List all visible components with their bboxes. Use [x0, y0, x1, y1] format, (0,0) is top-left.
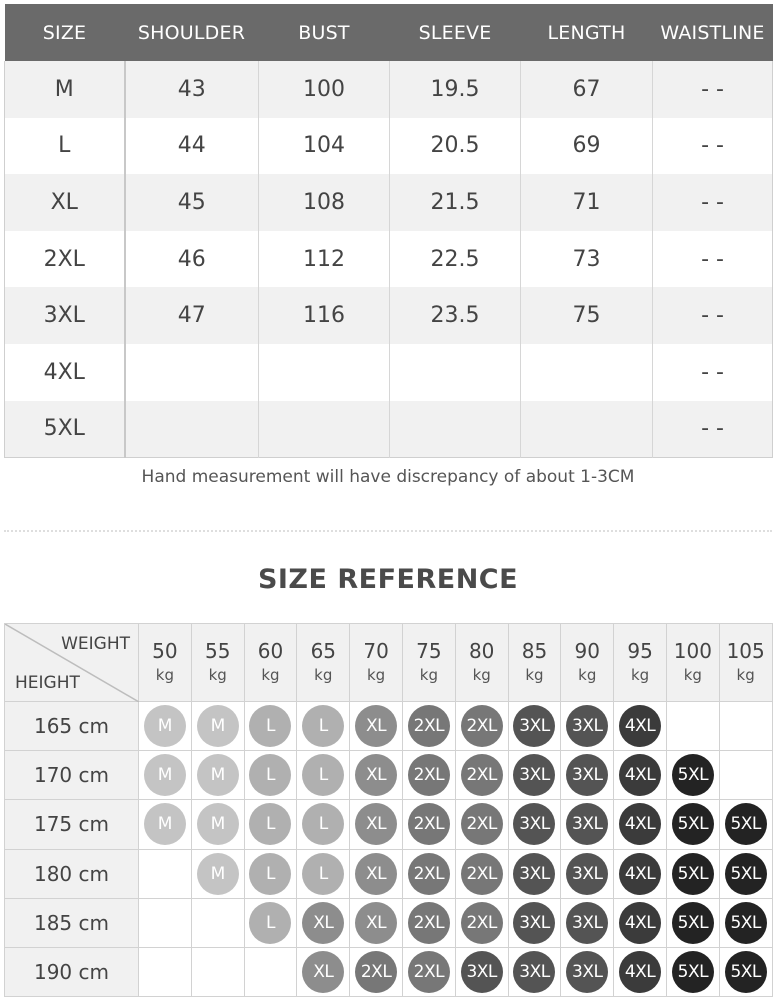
- size-badge: 5XL: [725, 803, 767, 845]
- measurement-cell: 22.5: [390, 231, 521, 288]
- measurement-cell: - -: [653, 174, 773, 231]
- weight-unit: kg: [366, 665, 386, 684]
- size-badge: L: [302, 705, 344, 747]
- weight-header-row: [5, 624, 773, 702]
- size-recommendation-cell: [666, 751, 719, 800]
- size-badge: L: [249, 705, 291, 747]
- size-chart-row: [5, 287, 773, 344]
- size-badge: XL: [355, 853, 397, 895]
- size-badge: L: [302, 754, 344, 796]
- measurement-cell: - -: [653, 61, 773, 118]
- size-recommendation-cell: [508, 800, 561, 849]
- size-recommendation-cell: [350, 947, 403, 996]
- size-badge: M: [144, 754, 186, 796]
- size-recommendation-cell: [350, 751, 403, 800]
- size-badge: 5XL: [725, 951, 767, 993]
- size-badge: 3XL: [513, 902, 555, 944]
- size-chart-row: [5, 344, 773, 401]
- size-badge: M: [144, 705, 186, 747]
- size-recommendation-cell: [350, 702, 403, 751]
- measurement-cell: 69: [521, 118, 653, 175]
- size-badge: 4XL: [619, 902, 661, 944]
- size-label-cell: 5XL: [5, 401, 125, 458]
- size-badge: 3XL: [566, 754, 608, 796]
- height-label-cell: 165 cm: [5, 702, 139, 751]
- measurement-cell: [259, 344, 390, 401]
- weight-value: 65: [310, 638, 337, 663]
- size-chart-header-row: [5, 4, 773, 61]
- size-recommendation-cell: [614, 702, 667, 751]
- measurement-cell: - -: [653, 231, 773, 288]
- measurement-cell: - -: [653, 118, 773, 175]
- weight-header-cell: [666, 624, 719, 702]
- size-recommendation-cell: [455, 947, 508, 996]
- weight-header-cell: [455, 624, 508, 702]
- size-badge: 2XL: [461, 705, 503, 747]
- weight-header-cell: [402, 624, 455, 702]
- size-recommendation-cell: [719, 947, 772, 996]
- size-badge: 2XL: [408, 853, 450, 895]
- height-row: [5, 800, 773, 849]
- size-chart-header-cell: SLEEVE: [390, 4, 521, 61]
- measurement-cell: - -: [653, 344, 773, 401]
- size-chart-header-cell: SHOULDER: [125, 4, 259, 61]
- measurement-cell: 45: [125, 174, 259, 231]
- size-recommendation-cell: [508, 702, 561, 751]
- size-badge: 3XL: [566, 902, 608, 944]
- measurement-cell: - -: [653, 287, 773, 344]
- size-recommendation-cell: [614, 947, 667, 996]
- measurement-cell: [521, 344, 653, 401]
- measurement-cell: 100: [259, 61, 390, 118]
- weight-unit: kg: [578, 665, 597, 684]
- size-recommendation-cell: [191, 702, 244, 751]
- size-recommendation-cell: [139, 751, 192, 800]
- height-label-cell: 185 cm: [5, 898, 139, 947]
- weight-value: 85: [521, 638, 548, 663]
- size-badge: 3XL: [513, 803, 555, 845]
- weight-value: 105: [726, 638, 765, 663]
- size-badge: XL: [355, 705, 397, 747]
- size-badge: 3XL: [566, 951, 608, 993]
- measurement-cell: [390, 401, 521, 458]
- size-recommendation-cell: [244, 702, 297, 751]
- size-chart-header-cell: WAISTLINE: [653, 4, 773, 61]
- size-recommendation-cell: [561, 947, 614, 996]
- size-recommendation-cell: [719, 800, 772, 849]
- size-recommendation-cell: [139, 800, 192, 849]
- measurement-cell: 116: [259, 287, 390, 344]
- weight-header-cell: [614, 624, 667, 702]
- size-recommendation-cell: [402, 751, 455, 800]
- size-recommendation-cell: [455, 849, 508, 898]
- size-badge: 4XL: [619, 754, 661, 796]
- size-recommendation-cell: [561, 751, 614, 800]
- size-recommendation-cell: [191, 800, 244, 849]
- measurement-note: Hand measurement will have discrepancy of about 1-3CM: [141, 467, 635, 487]
- size-recommendation-cell: [350, 800, 403, 849]
- size-recommendation-cell: [455, 800, 508, 849]
- size-badge: 2XL: [355, 951, 397, 993]
- weight-unit: kg: [525, 665, 544, 684]
- size-label-cell: M: [5, 61, 125, 118]
- size-badge: 5XL: [725, 853, 767, 895]
- size-recommendation-cell: [139, 702, 192, 751]
- height-row: [5, 702, 773, 751]
- weight-value: 60: [257, 638, 284, 663]
- size-badge: L: [302, 803, 344, 845]
- size-chart-header-cell: BUST: [259, 4, 390, 61]
- weight-value: 75: [416, 638, 442, 663]
- weight-value: 50: [152, 638, 178, 663]
- size-badge: 3XL: [566, 705, 608, 747]
- size-badge: 5XL: [672, 803, 714, 845]
- size-recommendation-cell: [719, 751, 772, 800]
- size-recommendation-cell: [191, 751, 244, 800]
- size-recommendation-cell: [561, 849, 614, 898]
- size-badge: 3XL: [513, 853, 555, 895]
- weight-header-cell: [244, 624, 297, 702]
- size-recommendation-cell: [139, 898, 192, 947]
- measurement-cell: 43: [125, 61, 259, 118]
- measurement-cell: - -: [653, 401, 773, 458]
- size-badge: 4XL: [619, 803, 661, 845]
- weight-header-cell: [508, 624, 561, 702]
- weight-unit: kg: [472, 665, 491, 684]
- size-recommendation-cell: [455, 751, 508, 800]
- size-label-cell: 4XL: [5, 344, 125, 401]
- size-recommendation-cell: [139, 947, 192, 996]
- size-recommendation-cell: [614, 800, 667, 849]
- size-recommendation-cell: [614, 849, 667, 898]
- weight-value: 95: [627, 638, 653, 663]
- size-recommendation-cell: [191, 898, 244, 947]
- size-recommendation-cell: [244, 849, 297, 898]
- size-recommendation-cell: [561, 898, 614, 947]
- size-badge: L: [302, 853, 344, 895]
- size-recommendation-cell: [666, 800, 719, 849]
- size-badge: 4XL: [619, 705, 661, 747]
- size-badge: XL: [355, 803, 397, 845]
- size-badge: M: [197, 754, 239, 796]
- height-label-cell: 170 cm: [5, 751, 139, 800]
- size-chart-row: [5, 118, 773, 175]
- size-recommendation-cell: [191, 849, 244, 898]
- size-badge: L: [249, 902, 291, 944]
- measurement-cell: 47: [125, 287, 259, 344]
- weight-header-cell: [561, 624, 614, 702]
- size-badge: 5XL: [672, 951, 714, 993]
- weight-unit: kg: [208, 665, 227, 684]
- size-recommendation-cell: [350, 898, 403, 947]
- size-badge: 3XL: [513, 951, 555, 993]
- size-badge: 5XL: [672, 754, 714, 796]
- size-chart-row: [5, 231, 773, 288]
- measurement-cell: 67: [521, 61, 653, 118]
- size-label-cell: 2XL: [5, 231, 125, 288]
- measurement-cell: 23.5: [390, 287, 521, 344]
- size-recommendation-cell: [666, 898, 719, 947]
- measurement-cell: [521, 401, 653, 458]
- size-recommendation-cell: [455, 702, 508, 751]
- measurement-cell: 21.5: [390, 174, 521, 231]
- size-label-cell: L: [5, 118, 125, 175]
- size-recommendation-cell: [402, 702, 455, 751]
- weight-unit: kg: [683, 665, 702, 684]
- measurement-cell: 19.5: [390, 61, 521, 118]
- weight-label: WEIGHT: [61, 634, 130, 654]
- size-recommendation-cell: [508, 849, 561, 898]
- measurement-cell: 44: [125, 118, 259, 175]
- size-recommendation-cell: [402, 947, 455, 996]
- size-badge: 3XL: [566, 853, 608, 895]
- size-recommendation-cell: [297, 898, 350, 947]
- size-recommendation-cell: [614, 898, 667, 947]
- size-recommendation-cell: [350, 849, 403, 898]
- size-badge: XL: [355, 902, 397, 944]
- size-badge: 2XL: [408, 902, 450, 944]
- measurement-cell: 46: [125, 231, 259, 288]
- weight-header-cell: [139, 624, 192, 702]
- size-recommendation-cell: [561, 800, 614, 849]
- height-weight-corner: [5, 624, 139, 702]
- size-recommendation-cell: [297, 849, 350, 898]
- size-badge: 4XL: [619, 853, 661, 895]
- weight-value: 55: [204, 638, 231, 663]
- size-recommendation-cell: [719, 898, 772, 947]
- height-label-cell: 180 cm: [5, 849, 139, 898]
- size-recommendation-cell: [402, 898, 455, 947]
- measurement-cell: 112: [259, 231, 390, 288]
- size-badge: 2XL: [461, 754, 503, 796]
- size-recommendation-cell: [244, 947, 297, 996]
- size-badge: 4XL: [619, 951, 661, 993]
- weight-unit: kg: [736, 665, 755, 684]
- size-recommendation-cell: [244, 800, 297, 849]
- size-badge: M: [197, 853, 239, 895]
- size-recommendation-cell: [402, 800, 455, 849]
- measurement-cell: 104: [259, 118, 390, 175]
- size-badge: XL: [302, 902, 344, 944]
- weight-unit: kg: [261, 665, 280, 684]
- size-chart-header-cell: LENGTH: [521, 4, 653, 61]
- size-badge: XL: [355, 754, 397, 796]
- weight-header-cell: [350, 624, 403, 702]
- size-badge: 2XL: [408, 754, 450, 796]
- size-recommendation-cell: [508, 947, 561, 996]
- height-row: [5, 751, 773, 800]
- size-badge: L: [249, 803, 291, 845]
- weight-value: 80: [468, 638, 495, 663]
- size-badge: 2XL: [408, 803, 450, 845]
- height-row: [5, 947, 773, 996]
- size-badge: 2XL: [408, 705, 450, 747]
- size-badge: M: [197, 705, 239, 747]
- measurement-cell: 20.5: [390, 118, 521, 175]
- size-badge: XL: [302, 951, 344, 993]
- size-badge: L: [249, 754, 291, 796]
- size-badge: 5XL: [725, 902, 767, 944]
- size-reference-title: SIZE REFERENCE: [257, 564, 519, 595]
- size-recommendation-cell: [719, 702, 772, 751]
- size-recommendation-cell: [666, 702, 719, 751]
- size-recommendation-cell: [244, 751, 297, 800]
- weight-header-cell: [297, 624, 350, 702]
- size-recommendation-cell: [508, 898, 561, 947]
- measurement-cell: [390, 344, 521, 401]
- size-badge: L: [249, 853, 291, 895]
- size-chart-table: [4, 4, 773, 458]
- size-recommendation-cell: [666, 849, 719, 898]
- weight-unit: kg: [155, 665, 174, 684]
- size-label-cell: XL: [5, 174, 125, 231]
- size-badge: 2XL: [461, 902, 503, 944]
- size-recommendation-cell: [297, 947, 350, 996]
- weight-unit: kg: [630, 665, 650, 684]
- height-label-cell: 190 cm: [5, 947, 139, 996]
- height-label-cell: 175 cm: [5, 800, 139, 849]
- size-badge: 3XL: [513, 754, 555, 796]
- height-row: [5, 898, 773, 947]
- size-badge: 3XL: [461, 951, 503, 993]
- size-recommendation-cell: [508, 751, 561, 800]
- size-recommendation-cell: [561, 702, 614, 751]
- weight-header-cell: [191, 624, 244, 702]
- weight-value: 100: [673, 638, 712, 663]
- size-badge: 3XL: [566, 803, 608, 845]
- measurement-cell: 75: [521, 287, 653, 344]
- measurement-cell: 71: [521, 174, 653, 231]
- size-recommendation-cell: [297, 702, 350, 751]
- size-recommendation-cell: [666, 947, 719, 996]
- size-recommendation-cell: [191, 947, 244, 996]
- weight-value: 70: [363, 638, 389, 663]
- size-badge: M: [144, 803, 186, 845]
- weight-unit: kg: [419, 665, 438, 684]
- size-chart-row: [5, 61, 773, 118]
- size-recommendation-cell: [297, 751, 350, 800]
- size-label-cell: 3XL: [5, 287, 125, 344]
- size-badge: M: [197, 803, 239, 845]
- size-recommendation-cell: [297, 800, 350, 849]
- measurement-cell: 108: [259, 174, 390, 231]
- size-chart-row: [5, 401, 773, 458]
- weight-value: 90: [574, 638, 600, 663]
- size-badge: 5XL: [672, 902, 714, 944]
- weight-header-cell: [719, 624, 772, 702]
- size-recommendation-cell: [139, 849, 192, 898]
- size-badge: 2XL: [461, 853, 503, 895]
- size-recommendation-cell: [402, 849, 455, 898]
- size-recommendation-cell: [614, 751, 667, 800]
- size-badge: 2XL: [461, 803, 503, 845]
- height-label: HEIGHT: [15, 673, 80, 693]
- size-recommendation-cell: [719, 849, 772, 898]
- section-divider: [4, 530, 772, 532]
- size-chart-header-cell: SIZE: [5, 4, 125, 61]
- size-reference-table: [4, 623, 773, 997]
- size-recommendation-cell: [455, 898, 508, 947]
- measurement-cell: 73: [521, 231, 653, 288]
- height-row: [5, 849, 773, 898]
- measurement-cell: [125, 344, 259, 401]
- measurement-cell: [259, 401, 390, 458]
- size-badge: 3XL: [513, 705, 555, 747]
- size-recommendation-cell: [244, 898, 297, 947]
- size-badge: 5XL: [672, 853, 714, 895]
- weight-unit: kg: [314, 665, 333, 684]
- size-badge: 2XL: [408, 951, 450, 993]
- measurement-cell: [125, 401, 259, 458]
- size-chart-row: [5, 174, 773, 231]
